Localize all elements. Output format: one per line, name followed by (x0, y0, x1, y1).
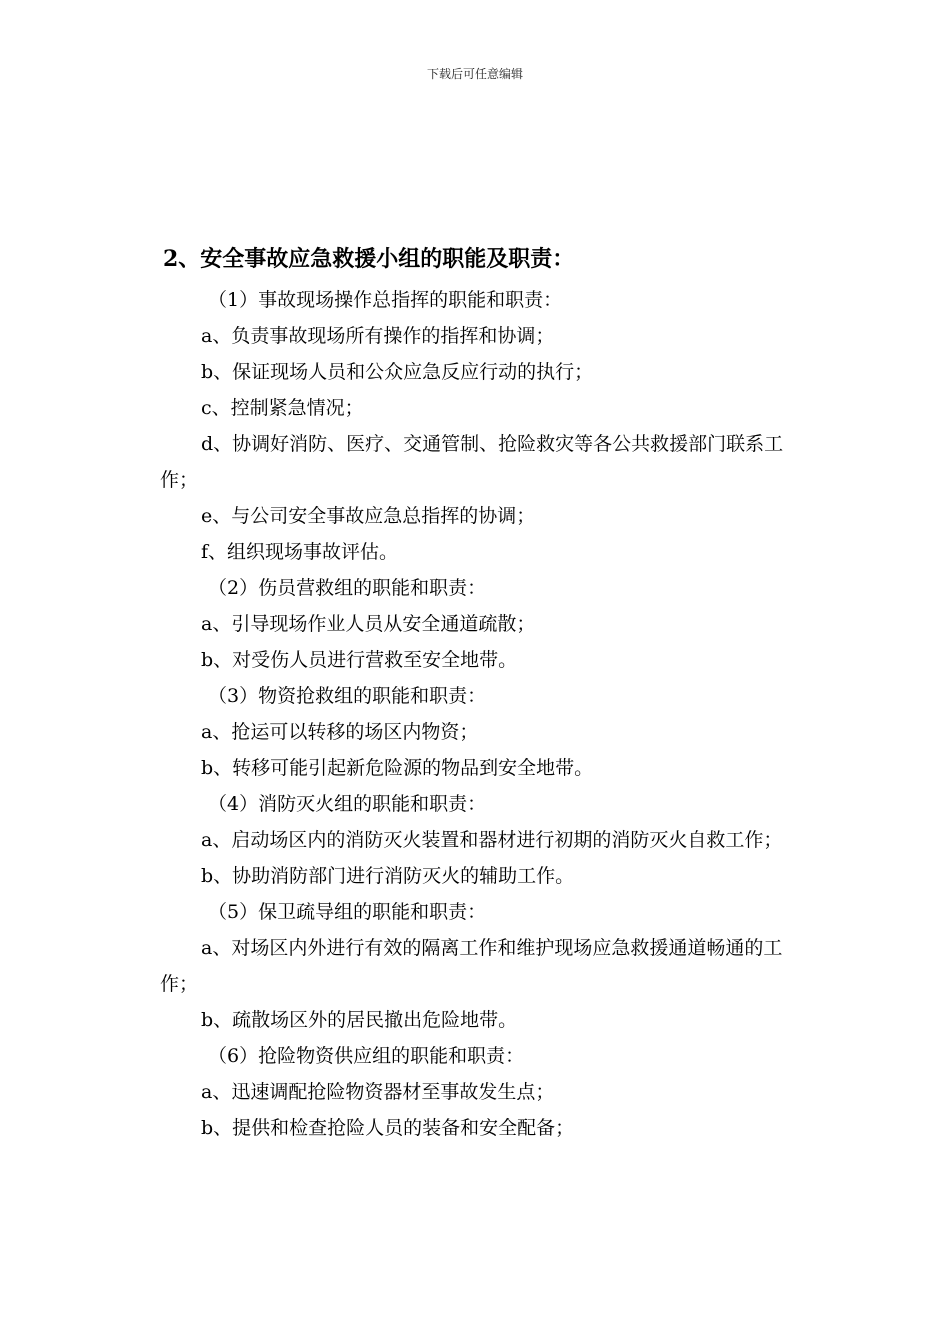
list-item: f、组织现场事故评估。 (201, 541, 399, 563)
list-item: a、启动场区内的消防灭火装置和器材进行初期的消防灭火自救工作； (201, 829, 783, 851)
list-item: a、对场区内外进行有效的隔离工作和维护现场应急救援通道畅通的工作； (160, 937, 783, 995)
list-item: a、抢运可以转移的场区内物资； (201, 721, 479, 743)
list-item: c、控制紧急情况； (201, 397, 364, 419)
section-title: 2、安全事故应急救援小组的职能及职责： (163, 246, 575, 272)
list-item: b、对受伤人员进行营救至安全地带。 (201, 649, 518, 671)
subsection-heading: （4）消防灭火组的职能和职责： (208, 793, 487, 815)
list-item: a、负责事故现场所有操作的指挥和协调； (201, 325, 555, 347)
subsection-heading: （2）伤员营救组的职能和职责： (208, 577, 487, 599)
list-item: a、引导现场作业人员从安全通道疏散； (201, 613, 536, 635)
subsection-heading: （6）抢险物资供应组的职能和职责： (208, 1045, 525, 1067)
subsection-heading: （3）物资抢救组的职能和职责： (208, 685, 487, 707)
document-body (160, 240, 795, 1146)
list-item: b、提供和检查抢险人员的装备和安全配备； (201, 1117, 575, 1139)
subsection-heading: （1）事故现场操作总指挥的职能和职责： (208, 289, 563, 311)
list-item: d、协调好消防、医疗、交通管制、抢险救灾等各公共救援部门联系工作； (160, 433, 784, 491)
list-item: b、转移可能引起新危险源的物品到安全地带。 (201, 757, 594, 779)
list-item: b、保证现场人员和公众应急反应行动的执行； (201, 361, 594, 383)
list-item: e、与公司安全事故应急总指挥的协调； (201, 505, 536, 527)
list-item: b、疏散场区外的居民撤出危险地带。 (201, 1009, 518, 1031)
list-item: b、协助消防部门进行消防灭火的辅助工作。 (201, 865, 575, 887)
page-header: 下载后可任意编辑 (426, 67, 523, 81)
list-item: a、迅速调配抢险物资器材至事故发生点； (201, 1081, 555, 1103)
subsection-heading: （5）保卫疏导组的职能和职责： (208, 901, 487, 923)
